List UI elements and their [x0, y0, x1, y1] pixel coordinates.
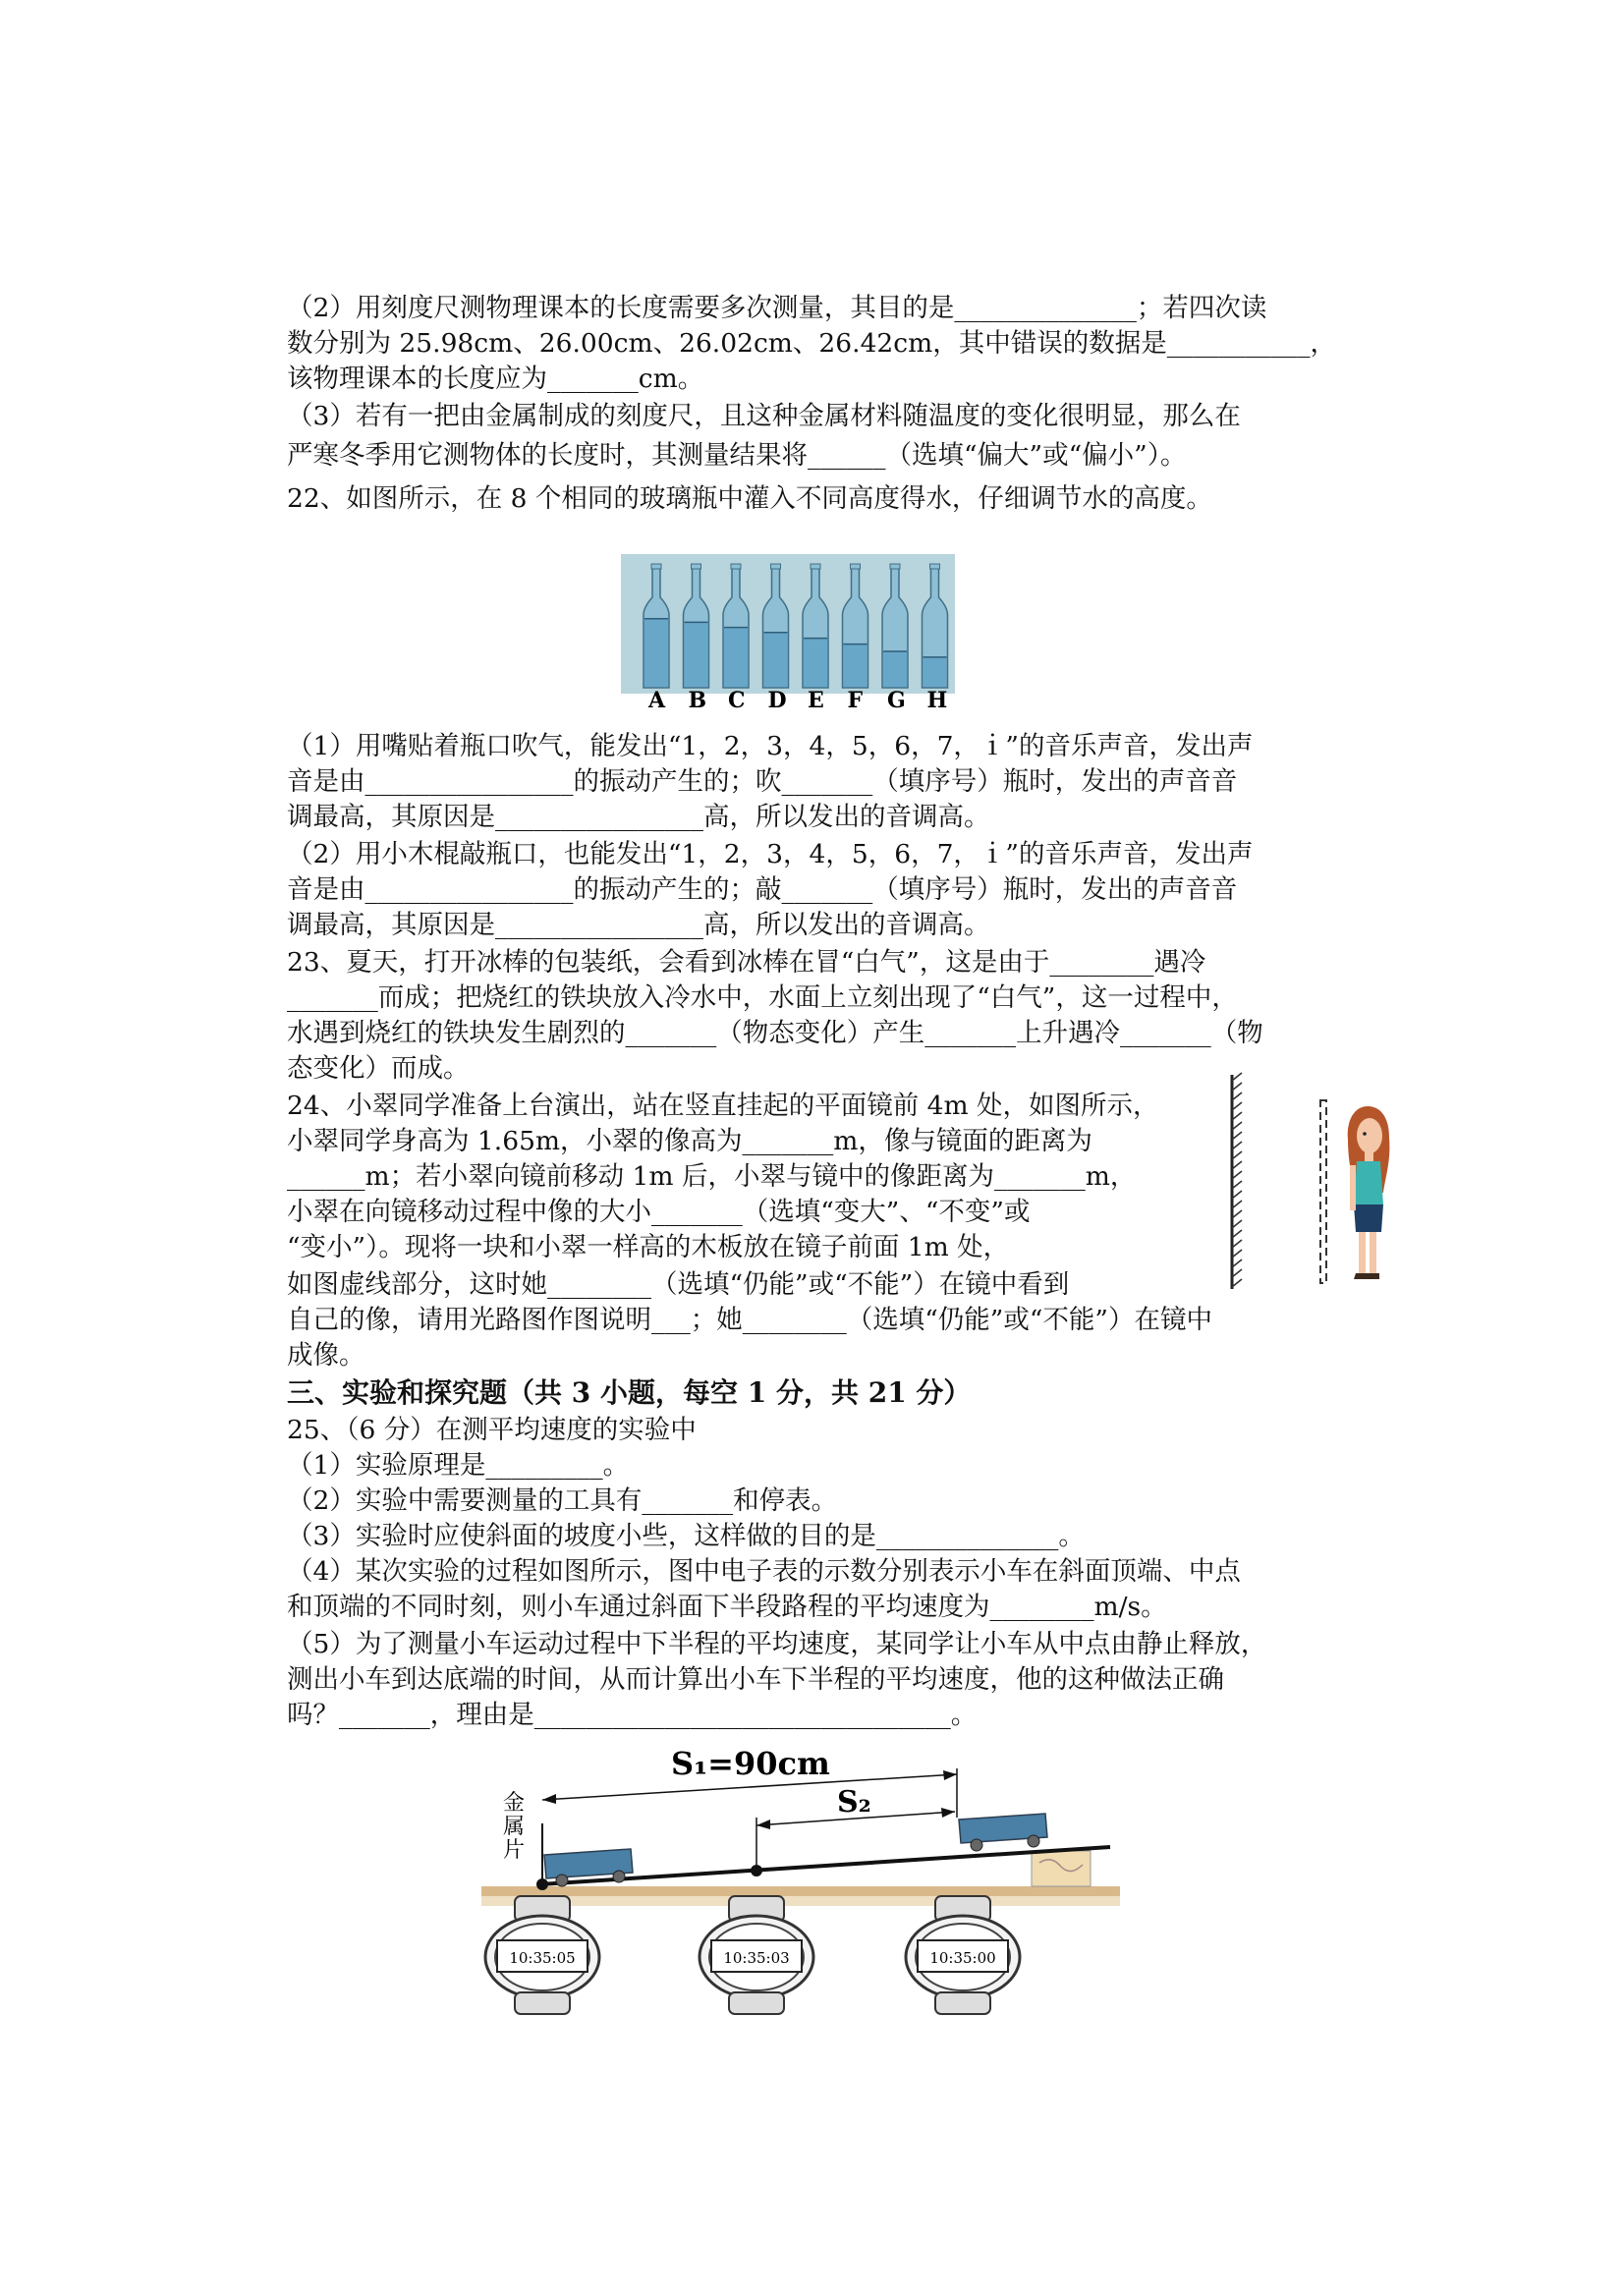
bottle-label-d: D [767, 688, 787, 711]
q23-line-d: 态变化）而成。 [287, 1053, 470, 1084]
metal-plate-label-2: 属 [503, 1815, 526, 1839]
s2-label: S₂ [837, 1785, 871, 1820]
bottles-figure [621, 554, 955, 711]
stopwatch-time-2: 10:35:03 [723, 1949, 790, 1967]
incline-figure [472, 1739, 1140, 2034]
q22-1-line-b: 音是由________________的振动产生的；吹_______（填序号）瓶时，发出的声音音 [287, 766, 1238, 797]
q22-2-line-b: 音是由________________的振动产生的；敲_______（填序号）瓶时，发出的声音音 [287, 874, 1238, 905]
water-h [923, 657, 947, 687]
q25-2: （2）实验中需要测量的工具有_______和停表。 [287, 1485, 838, 1516]
q24-line-f: 如图虚线部分，这时她________（选填“仍能”或“不能”）在镜中看到 [287, 1269, 1070, 1300]
water-g [883, 651, 907, 687]
water-e [804, 639, 827, 687]
q22-1-line-c: 调最高，其原因是________________高，所以发出的音调高。 [287, 802, 990, 832]
cart-top [959, 1814, 1047, 1851]
bottle-label-a: A [648, 688, 666, 711]
bottle-label-e: E [808, 688, 824, 711]
q22-2-line-c: 调最高，其原因是________________高，所以发出的音调高。 [287, 910, 990, 940]
q24-line-a: 24、小翠同学准备上台演出，站在竖直挂起的平面镜前 4m 处，如图所示， [287, 1091, 1159, 1121]
q24-line-c: ______m；若小翠向镜前移动 1m 后，小翠与镜中的像距离为_______m， [287, 1161, 1137, 1192]
metal-plate-label-3: 片 [503, 1838, 526, 1863]
q24-line-h: 成像。 [287, 1340, 365, 1371]
q24-line-g: 自己的像，请用光路图作图说明___；她________（选填“仍能”或“不能”）在镜中 [287, 1305, 1212, 1335]
girl-illustration [1348, 1106, 1390, 1279]
metal-plate-label-1: 金 [503, 1791, 526, 1816]
point-bottom [536, 1878, 548, 1890]
q25-5-line-c: 吗？_______，理由是________________________________。 [287, 1700, 978, 1730]
q21-3-line-a: （3）若有一把由金属制成的刻度尺，且这种金属材料随温度的变化很明显，那么在 [287, 401, 1241, 431]
s1-label: S₁=90cm [671, 1745, 830, 1782]
q25-5-line-a: （5）为了测量小车运动过程中下半程的平均速度，某同学让小车从中点由静止释放， [287, 1629, 1267, 1659]
q23-line-a: 23、夏天，打开冰棒的包装纸，会看到冰棒在冒“白气”，这是由于________遇冷 [287, 947, 1206, 978]
wood-board-dashed [1320, 1100, 1326, 1283]
q24-line-d: 小翠在向镜移动过程中像的大小_______（选填“变大”、“不变”或 [287, 1197, 1031, 1227]
q25-stem: 25、（6 分）在测平均速度的实验中 [287, 1415, 697, 1445]
wood-block [1032, 1851, 1091, 1886]
q25-4-line-b: 和顶端的不同时刻，则小车通过斜面下半段路程的平均速度为________m/s。 [287, 1592, 1167, 1622]
stopwatch-time-3: 10:35:00 [929, 1949, 996, 1967]
water-b [685, 622, 708, 687]
water-a [644, 619, 668, 687]
ground [481, 1886, 1120, 1896]
bottle-label-g: G [887, 688, 906, 711]
water-f [844, 644, 867, 687]
q22-1-line-a: （1）用嘴贴着瓶口吹气，能发出“1，2，3，4，5，6，7，ｉ”的音乐声音，发出声 [287, 731, 1254, 761]
q24-line-e: “变小”）。现将一块和小翠一样高的木板放在镜子前面 1m 处， [287, 1232, 1010, 1262]
bottle-label-h: H [926, 688, 948, 711]
bottle-label-c: C [728, 688, 746, 711]
stopwatch-3 [906, 1896, 1020, 2014]
mirror-figure [1210, 1067, 1407, 1303]
bottle-label-f: F [847, 688, 864, 711]
bottle-label-b: B [688, 688, 707, 711]
stopwatch-1 [485, 1896, 599, 2014]
q24-line-b: 小翠同学身高为 1.65m，小翠的像高为_______m，像与镜面的距离为 [287, 1126, 1092, 1156]
q21-2-line-b: 数分别为 25.98cm、26.00cm、26.02cm、26.42cm，其中错误的数据是___________， [287, 328, 1337, 359]
q23-line-b: _______而成；把烧红的铁块放入冷水中，水面上立刻出现了“白气”，这一过程中， [287, 982, 1238, 1013]
q25-4-line-a: （4）某次实验的过程如图所示，图中电子表的示数分别表示小车在斜面顶端、中点 [287, 1556, 1241, 1587]
q22-stem: 22、如图所示，在 8 个相同的玻璃瓶中灌入不同高度得水，仔细调节水的高度。 [287, 483, 1212, 514]
q25-1: （1）实验原理是_________。 [287, 1450, 630, 1481]
q21-2-line-c: 该物理课本的长度应为_______cm。 [287, 364, 704, 394]
water-d [764, 633, 788, 687]
q25-5-line-b: 测出小车到达底端的时间，从而计算出小车下半程的平均速度，他的这种做法正确 [287, 1664, 1224, 1695]
q21-3-line-b: 严寒冬季用它测物体的长度时，其测量结果将______（选填“偏大”或“偏小”）。 [287, 440, 1187, 471]
water-c [724, 628, 748, 687]
stopwatch-2 [700, 1896, 813, 2014]
q21-2-line-a: （2）用刻度尺测物理课本的长度需要多次测量，其目的是______________；若四次读 [287, 293, 1267, 323]
stopwatch-time-1: 10:35:05 [509, 1949, 576, 1967]
q25-3: （3）实验时应使斜面的坡度小些，这样做的目的是______________。 [287, 1521, 1085, 1551]
q22-2-line-a: （2）用小木棍敲瓶口，也能发出“1，2，3，4，5，6，7，ｉ”的音乐声音，发出声 [287, 839, 1254, 869]
q23-line-c: 水遇到烧红的铁块发生剧烈的_______（物态变化）产生_______上升遇冷_______（物 [287, 1018, 1263, 1048]
point-middle [751, 1865, 762, 1876]
section-3-heading: 三、实验和探究题（共 3 小题，每空 1 分，共 21 分） [287, 1376, 972, 1409]
